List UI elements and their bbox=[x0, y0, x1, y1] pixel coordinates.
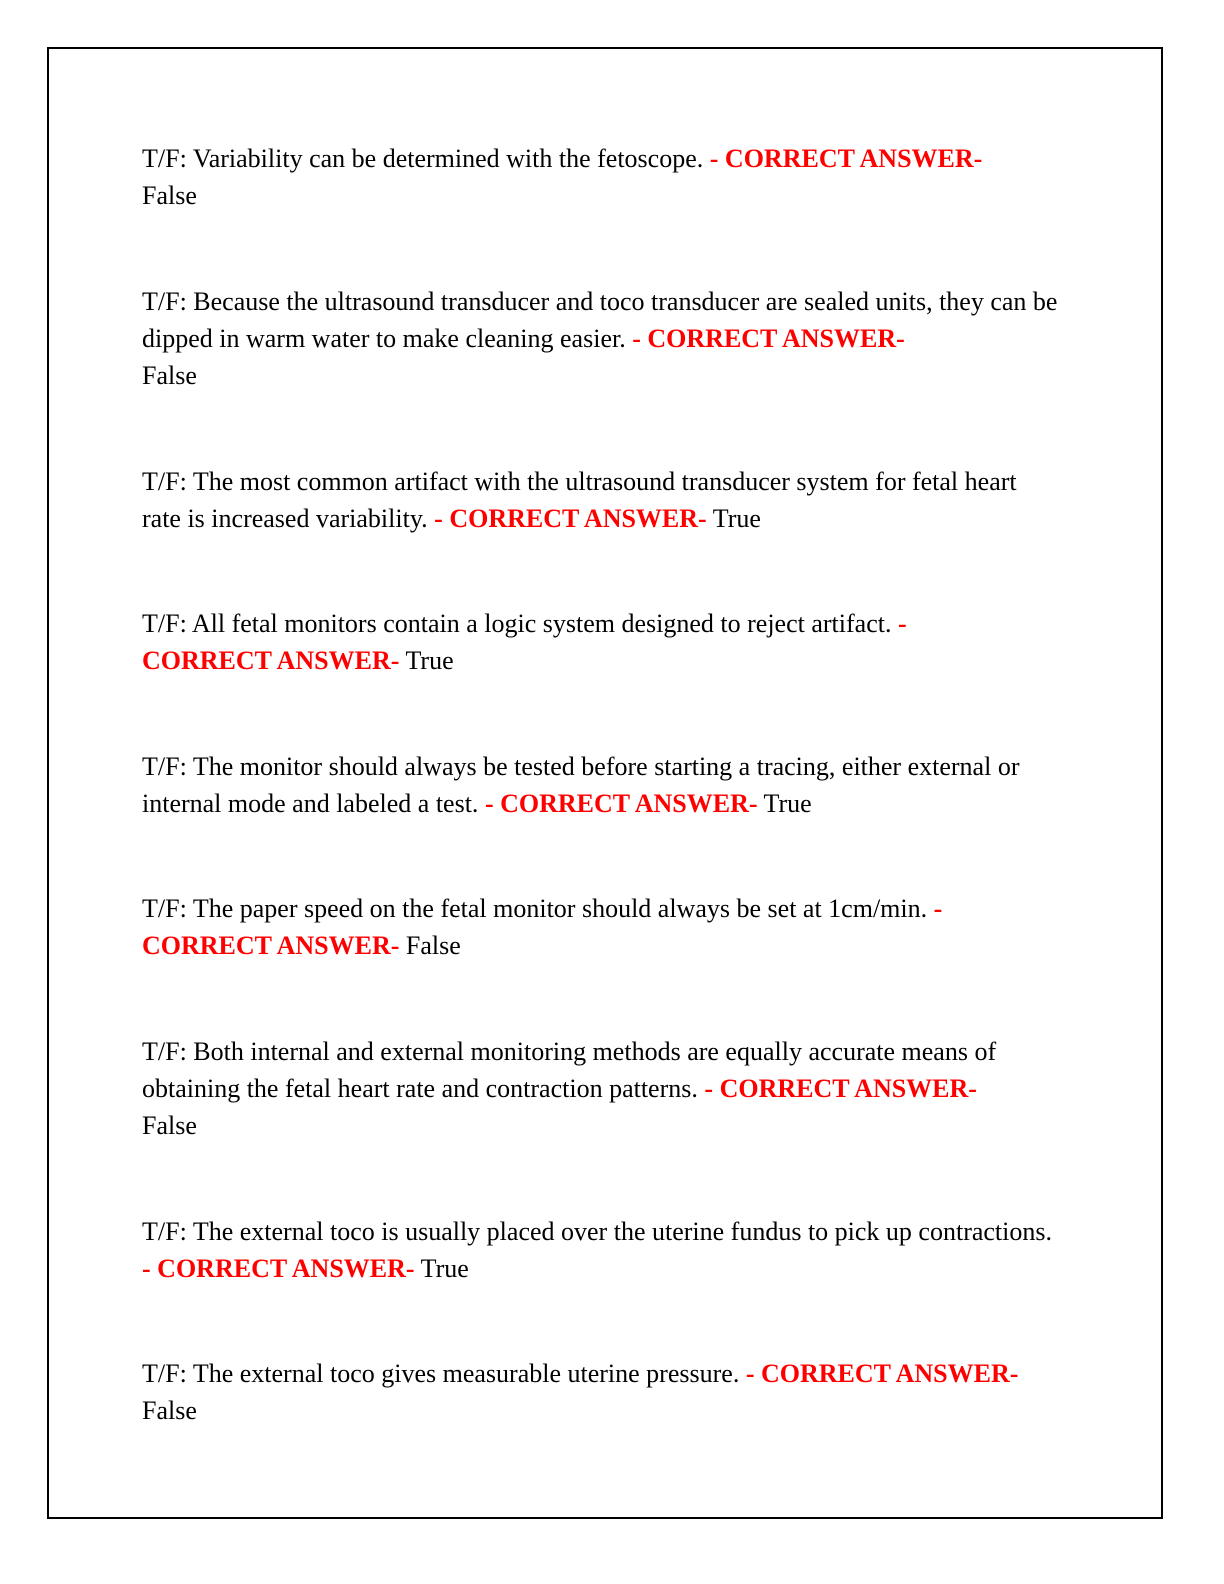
correct-answer-marker: - CORRECT ANSWER- bbox=[632, 324, 905, 353]
qa-item bbox=[142, 283, 1062, 394]
qa-item bbox=[142, 605, 1062, 679]
question-text: T/F: The paper speed on the fetal monitor should always be set at 1cm/min. bbox=[142, 894, 928, 923]
question-text: T/F: The external toco is usually placed over the uterine fundus to pick up contractions. bbox=[142, 1217, 1052, 1246]
answer-text: True bbox=[405, 646, 454, 675]
qa-item bbox=[142, 890, 1062, 964]
question-text: T/F: Variability can be determined with the fetoscope. bbox=[142, 144, 704, 173]
qa-item bbox=[142, 748, 1062, 822]
question-text: T/F: Both internal and external monitoring methods are equally accurate means of obtaining the fetal heart rate and contraction patterns. bbox=[142, 1037, 997, 1103]
question-text: T/F: The monitor should always be tested before starting a tracing, either external or internal mode and labeled a test. bbox=[142, 752, 1020, 818]
qa-item bbox=[142, 463, 1062, 537]
question-text: T/F: All fetal monitors contain a logic system designed to reject artifact. bbox=[142, 609, 892, 638]
qa-item bbox=[142, 1213, 1062, 1287]
qa-item bbox=[142, 1355, 1062, 1429]
qa-item bbox=[142, 140, 1062, 214]
correct-answer-marker: - CORRECT ANSWER- bbox=[142, 1254, 415, 1283]
qa-item bbox=[142, 1033, 1062, 1144]
correct-answer-marker: - CORRECT ANSWER- bbox=[484, 789, 758, 818]
correct-answer-marker: - CORRECT ANSWER- bbox=[704, 1074, 977, 1103]
correct-answer-marker: - CORRECT ANSWER- bbox=[745, 1359, 1019, 1388]
question-text: T/F: The most common artifact with the ultrasound transducer system for fetal heart rate is increased variability. bbox=[142, 467, 1017, 533]
answer-text: True bbox=[420, 1254, 469, 1283]
answer-text: False bbox=[142, 361, 197, 390]
question-text: T/F: Because the ultrasound transducer and toco transducer are sealed units, they can be dipped in warm water to make cleaning easier. bbox=[142, 287, 1058, 353]
question-text: T/F: The external toco gives measurable uterine pressure. bbox=[142, 1359, 740, 1388]
answer-text: False bbox=[405, 931, 461, 960]
answer-text: True bbox=[712, 504, 761, 533]
correct-answer-marker: - CORRECT ANSWER- bbox=[142, 609, 907, 675]
answer-text: False bbox=[142, 181, 197, 210]
answer-text: True bbox=[763, 789, 812, 818]
answer-text: False bbox=[142, 1396, 197, 1425]
correct-answer-marker: - CORRECT ANSWER- bbox=[434, 504, 707, 533]
correct-answer-marker: - CORRECT ANSWER- bbox=[142, 894, 943, 960]
answer-text: False bbox=[142, 1111, 197, 1140]
correct-answer-marker: - CORRECT ANSWER- bbox=[709, 144, 983, 173]
